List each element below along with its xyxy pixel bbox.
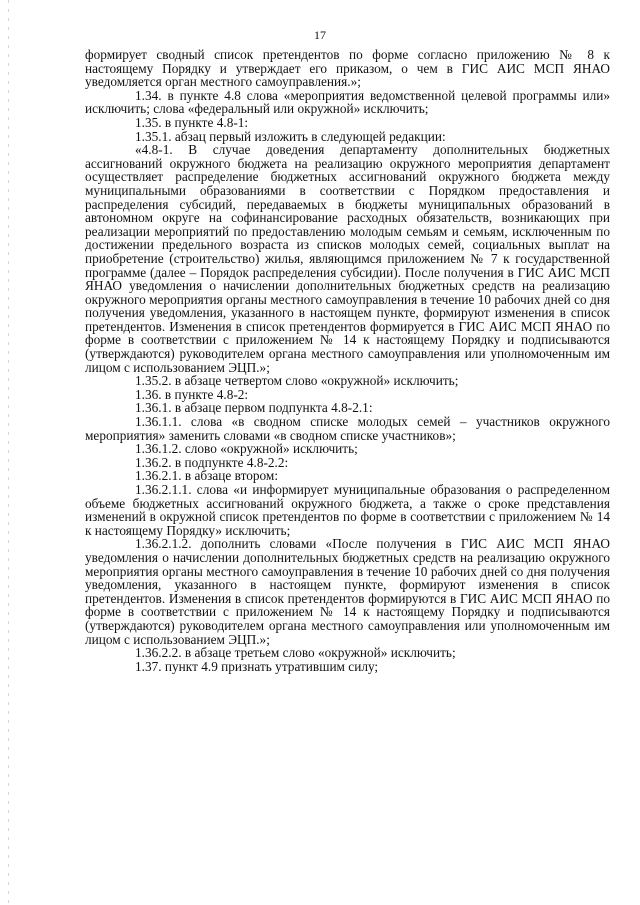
paragraph: 1.36.2. в подпункте 4.8-2.2: bbox=[135, 454, 289, 470]
page-number: 17 bbox=[314, 28, 326, 42]
document-body bbox=[85, 48, 610, 673]
paragraph: 1.35.1. абзац первый изложить в следующей редакции: bbox=[135, 128, 446, 144]
paragraph: 1.36.2.1. в абзаце втором: bbox=[135, 468, 279, 484]
paragraph: 1.36.2.1.2. дополнить словами «После получения в ГИС АИС МСП ЯНАО уведомления о начислении дополнительных бюджетных средств на реализацию окружного мероприятия органы местного самоуправления в течение 10 рабочих дней со дня получения уведомления, указанного в настоящем пункте, формируют изменения в список претендентов. Изменения в список претендентов формируются в ГИС АИС МСП ЯНАО по форме в соответствии с приложением № 14 к настоящему Порядку и подписываются (утверждаются) руководителем органа местного самоуправления или уполномоченным им лицом с использованием ЭЦП.»; bbox=[85, 536, 610, 647]
paragraph: 1.36.1. в абзаце первом подпункта 4.8-2.1: bbox=[135, 400, 373, 416]
paragraph: 1.35.2. в абзаце четвертом слово «окружной» исключить; bbox=[135, 373, 459, 389]
paragraph: «4.8-1. В случае доведения департаменту дополнительных бюджетных ассигнований окружного бюджета на реализацию окружного мероприятия департамент осуществляет распределение бюджетных ассигнований окружного бюджета между муниципальными образованиями в соответствии с Порядком предоставления и распределения субсидий, передаваемых в бюджеты муниципальных образований в автономном округе на софинансирование расходных обязательств, возникающих при реализации мероприятий по предоставлению молодым семьям и семьям, исключенным по достижении предельного возраста из списков молодых семей, социальных выплат на приобретение (строительство) жилья, являющимся приложением № 7 к государственной программе (далее – Порядок распределения субсидии). После получения в ГИС АИС МСП ЯНАО уведомления о начислении дополнительных бюджетных средств на реализацию окружного мероприятия органы местного самоуправления в течение 10 рабочих дней со дня получения уведомления, указанного в настоящем пункте, формируют изменения в список претендентов. Изменения в список претендентов формируется в ГИС АИС МСП ЯНАО по форме в соответствии с приложением № 14 к настоящему Порядку и подписываются (утверждаются) руководителем органа местного самоуправления или уполномоченным им лицом с использованием ЭЦП.»; bbox=[85, 142, 610, 375]
paragraph: 1.36.1.2. слово «окружной» исключить; bbox=[135, 441, 358, 457]
paragraph: 1.36.2.2. в абзаце третьем слово «окружной» исключить; bbox=[135, 645, 456, 661]
paragraph: 1.35. в пункте 4.8-1: bbox=[135, 114, 249, 130]
paragraph: формирует сводный список претендентов по форме согласно приложению № 8 к настоящему Порядку и утверждает его приказом, о чем в ГИС АИС МСП ЯНАО уведомляется орган местного самоуправления.»; bbox=[85, 47, 610, 90]
paragraph: 1.36. в пункте 4.8-2: bbox=[135, 386, 249, 402]
paragraph: 1.36.2.1.1. слова «и информирует муниципальные образования о распределенном объеме бюджетных ассигнований окружного бюджета, а также о сроке представления изменений в окружной список претендентов по форме в соответствии с приложением № 14 к настоящему Порядку» исключить; bbox=[85, 482, 610, 538]
paragraph: 1.34. в пункте 4.8 слова «мероприятия ведомственной целевой программы или» исключить; слова «федеральный или окружной» исключить; bbox=[85, 87, 610, 117]
paragraph: 1.36.1.1. слова «в сводном списке молодых семей – участников окружного мероприятия» заменить словами «в сводном списке участников»; bbox=[85, 414, 610, 443]
scan-edge-artifact bbox=[8, 0, 9, 905]
paragraph: 1.37. пункт 4.9 признать утратившим силу; bbox=[135, 658, 379, 674]
